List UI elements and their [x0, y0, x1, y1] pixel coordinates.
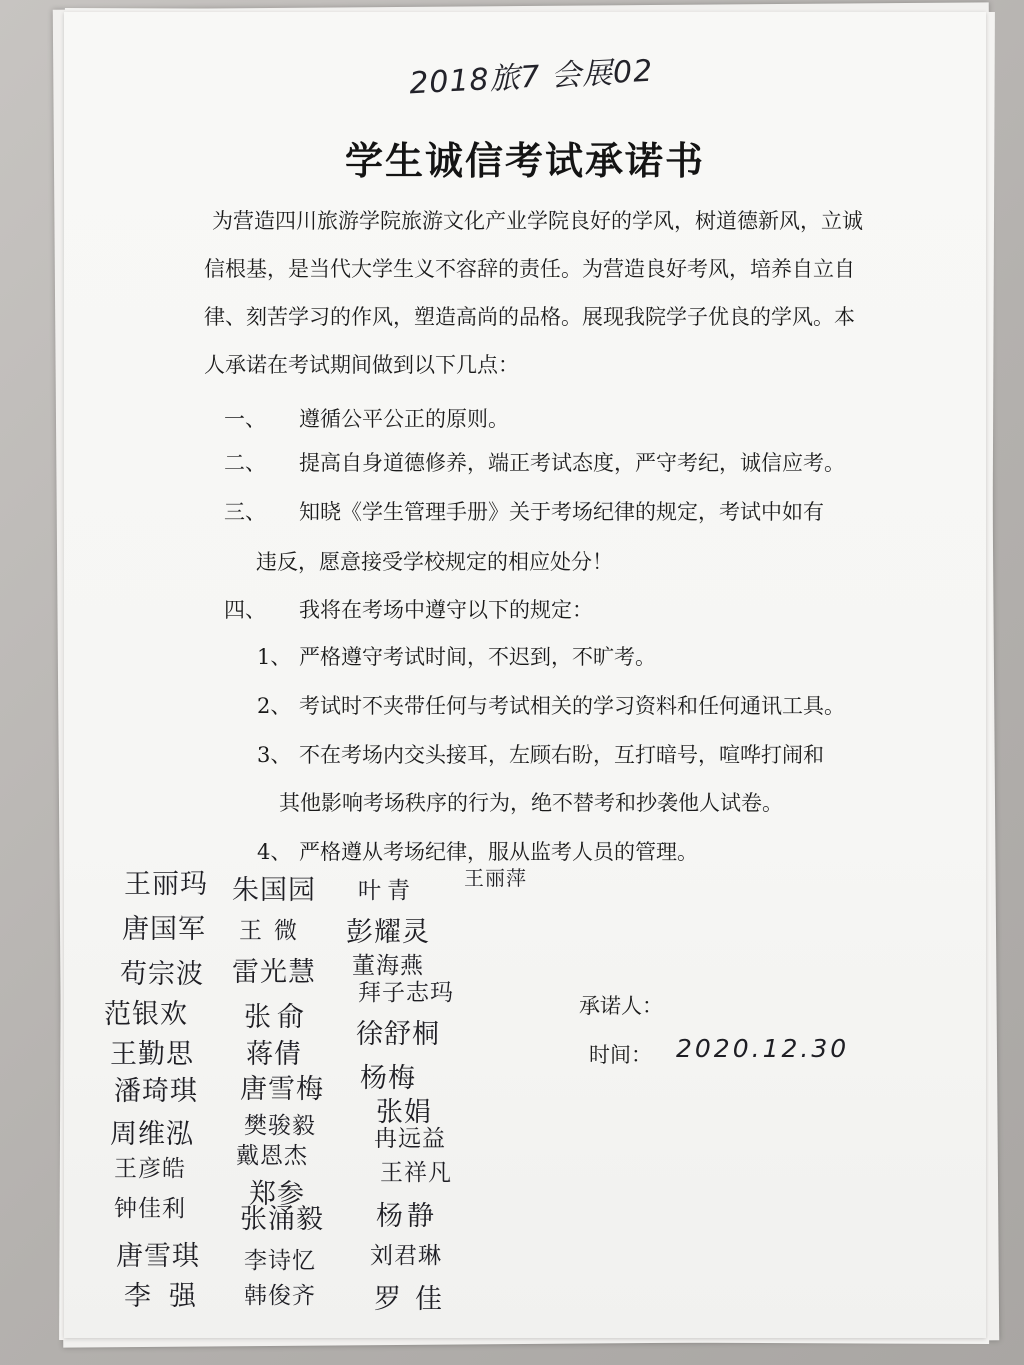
- item-2-number: 二、: [224, 451, 266, 475]
- document-sheet: [64, 12, 986, 1338]
- rule-2-text: 考试时不夹带任何与考试相关的学习资料和任何通讯工具。: [299, 694, 845, 718]
- rule-3-number: 3、: [257, 743, 292, 767]
- signature: 潘琦琪: [114, 1076, 198, 1107]
- signature: 王祥凡: [380, 1160, 452, 1186]
- signature: 戴恩杰: [236, 1143, 308, 1169]
- signature: 王勤思: [110, 1039, 194, 1070]
- rule-4-number: 4、: [257, 840, 292, 864]
- intro-paragraph: 为营造四川旅游学院旅游文化产业学院良好的学风，树道德新风，立诚信根基，是当代大学生义不容辞的责任。为营造良好考风，培养自立自律、刻苦学习的作风，塑造高尚的品格。展现我院学子优良的学风。本人承诺在考试期间做到以下几点：: [204, 209, 863, 377]
- signature: 罗佳: [374, 1284, 456, 1315]
- item-4-number: 四、: [224, 598, 266, 622]
- signature: 唐雪琪: [116, 1241, 200, 1272]
- signature: 樊骏毅: [244, 1113, 316, 1139]
- signature: 王微: [239, 918, 309, 944]
- signature: 李强: [124, 1281, 214, 1312]
- signature: 董海燕: [352, 953, 424, 979]
- item-3-number: 三、: [224, 500, 266, 524]
- item-4-text: 我将在考场中遵守以下的规定：: [299, 598, 593, 622]
- item-3-text: 知晓《学生管理手册》关于考场纪律的规定，考试中如有: [299, 500, 824, 524]
- signature: 周维泓: [110, 1119, 194, 1150]
- signature: 唐雪梅: [240, 1074, 324, 1105]
- signature: 张涌毅: [240, 1204, 324, 1235]
- signature: 韩俊齐: [244, 1283, 316, 1309]
- signature: 朱国园: [232, 875, 316, 906]
- rule-1-text: 严格遵守考试时间，不迟到，不旷考。: [299, 645, 656, 669]
- signature: 苟宗波: [120, 959, 204, 990]
- signature: 唐国军: [122, 914, 206, 945]
- signature: 杨静: [376, 1201, 438, 1232]
- signature: 范银欢: [104, 999, 188, 1030]
- handwritten-date: 2020.12.30: [676, 1034, 850, 1063]
- rule-4-text: 严格遵从考场纪律，服从监考人员的管理。: [299, 840, 698, 864]
- signature: 拜子志玛: [358, 980, 454, 1006]
- signature: 蒋倩: [246, 1039, 302, 1070]
- signature: 钟佳利: [114, 1196, 186, 1222]
- signature: 雷光慧: [232, 957, 316, 988]
- item-1-number: 一、: [224, 407, 266, 431]
- signature: 王丽萍: [464, 866, 527, 890]
- promisor-label: 承诺人：: [579, 994, 663, 1018]
- rule-3-text: 不在考场内交头接耳，左顾右盼，互打暗号，喧哗打闹和: [299, 743, 824, 767]
- item-2-text: 提高自身道德修养，端正考试态度，严守考纪，诚信应考。: [299, 451, 845, 475]
- signature: 张俞: [244, 1002, 310, 1033]
- signature: 王丽玛: [124, 869, 208, 900]
- date-label: 时间：: [589, 1043, 652, 1067]
- signature: 李诗忆: [244, 1248, 316, 1274]
- item-3-continuation: 违反，愿意接受学校规定的相应处分！: [256, 550, 613, 574]
- signature: 徐舒桐: [356, 1019, 440, 1050]
- document-title: 学生诚信考试承诺书: [344, 138, 705, 183]
- signature: 杨梅: [360, 1063, 416, 1094]
- signature: 郑参: [249, 1179, 305, 1210]
- rule-1-number: 1、: [257, 645, 292, 669]
- signature: 刘君琳: [370, 1243, 442, 1269]
- signature: 彭耀灵: [346, 917, 430, 948]
- item-1-text: 遵循公平公正的原则。: [299, 407, 509, 431]
- signature: 冉远益: [374, 1126, 446, 1152]
- handwritten-class-code: 2018旅7 会展02: [408, 53, 655, 102]
- rule-3-continuation: 其他影响考场秩序的行为，绝不替考和抄袭他人试卷。: [279, 791, 783, 815]
- signature: 王彦皓: [114, 1156, 186, 1182]
- rule-2-number: 2、: [257, 694, 292, 718]
- signature: 张娟: [376, 1097, 432, 1128]
- signature: 叶青: [358, 878, 416, 904]
